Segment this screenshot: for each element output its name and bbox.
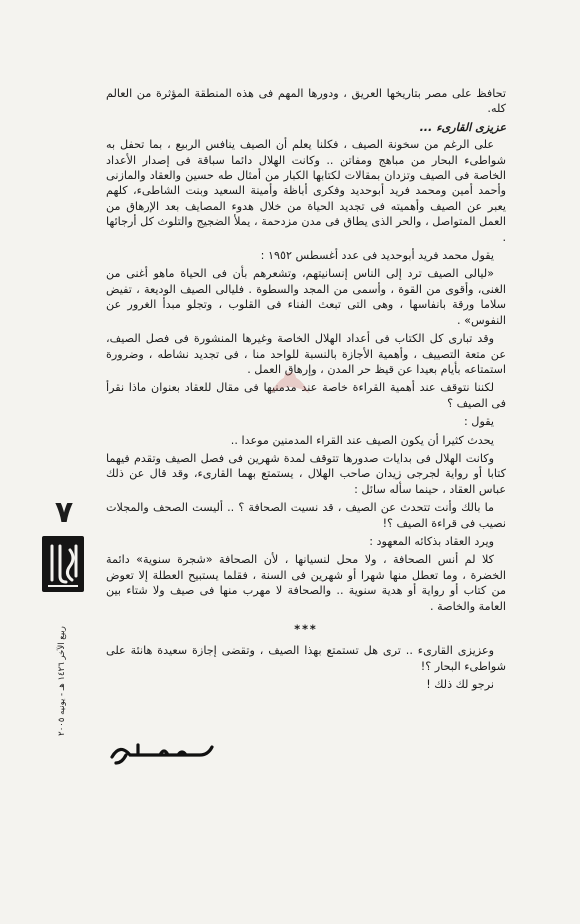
article-body: [106, 86, 506, 696]
magazine-logo: [42, 536, 84, 592]
issue-date-info: [29, 606, 95, 756]
greeting-heading: عزيزى القارىء ...: [419, 120, 506, 134]
closing-paragraph: وعزيزى القارىء .. ترى هل تستمتع بهذا الصيف ، وتقضى إجازة سعيدة هانئة على شواطىء البحار ؟!: [106, 644, 506, 673]
editor-signature: [108, 733, 220, 769]
hilal-logo-icon: [42, 536, 84, 592]
quote-summer-nights: «ليالى الصيف ترد إلى الناس إنسانيتهم، وتشعرهم بأن فى الحياة ماهو أغنى من الغنى، وأقوى من القوة ، وأسمى من المجد والسطوة . فليالى الصيف الوديعة ، تفيض سلاما ورقة بانفاسها ، وهى التى تبعث الفناء فى القلوب ، وتجلو مبدأ الغرور عن النفوس» .: [106, 267, 506, 327]
paragraph-abouhadid-citation: يقول محمد فريد أبوحديد فى عدد أغسطس ١٩٥٢ :: [260, 249, 494, 263]
paragraph-question-press: ما بالك وأنت تتحدث عن الصيف ، قد نسيت الصحافة ؟ .. أليست الصحف والمجلات نصيب فى قراءة الصيف ؟!: [106, 501, 506, 530]
paragraph-hilal-early-years: وكانت الهلال فى بدايات صدورها تتوقف لمدة شهرين فى فصل الصيف وتقدم فيهما كتابا أو رواية لجرجى زيدان صاحب الهلال ، يستمتع بهما القارىء، وقد قال عن ذلك عباس العقاد ، حينما سأله سائل :: [106, 451, 506, 496]
intro-paragraph: تحافظ على مصر بتاريخها العريق ، ودورها المهم فى هذه المنطقة المؤثرة من العالم كله.: [106, 87, 506, 116]
paragraph-writers-summer: وقد تبارى كل الكتاب فى أعداد الهلال الخاصة وغيرها المنشورة فى فصل الصيف، عن متعة التصييف ، وأهمية الأجازة بالنسبة للواحد منا ، فى تجديد نشاطه ، وضرورة استمتاعه بأيام بعيدا عن قيظ حر المدن ، وإرهاق العمل .: [106, 332, 506, 376]
paragraph-says: يقول :: [463, 415, 494, 429]
closing-wish: نرجو لك ذلك !: [426, 678, 494, 692]
issue-date-text: ربيع الآخر ١٤٢٦ هـ - يونيه ٢٠٠٥: [57, 626, 67, 736]
paragraph-reading-importance: لكننا نتوقف عند أهمية القراءة خاصة عند مدمنيها فى مقال للعقاد بعنوان ماذا نقرأ فى الصيف ؟: [106, 381, 506, 410]
paragraph-aqqad-reply-intro: ويرد العقاد بذكائه المعهود :: [369, 534, 494, 548]
page-number: ٧: [54, 495, 74, 530]
quote-press-evergreen: كلا لم أنس الصحافة ، ولا محل لنسيانها ، لأن الصحافة «شجرة سنوية» دائمة الخضرة ، وما تعطل منها شهرا أو شهرين فى السنة ، فقلما يستبيح العطلة إلا تعوض من كتاب أو رواية أو هدية سنوية .. والصحافة لا مهرب منها فى صيف ولا شتاء بين العامة والخاصة .: [106, 553, 506, 613]
paragraph-summer-appointment: يحدث كثيرا أن يكون الصيف عند القراء المدمنين موعدا ..: [230, 433, 494, 447]
section-separator: ***: [294, 623, 318, 636]
paragraph-summer-intro: على الرغم من سخونة الصيف ، فكلنا يعلم أن الصيف ينافس الربيع ، بما تحفل به شواطىء البحار من مباهج ومفاتن .. وكانت الهلال دائما سباقة فى إصدار الأعداد الخاصة فى الصيف وتزدان بمقالات لكتابها الكبار من أمثال طه حسين والعقاد والمازنى وأحمد أمين ومحمد فريد أبوحديد وفكرى أباظة وأمينة السعيد وبنت الشاطىء، كلهم يعبر عن الصيف وأهميته فى تجديد الحياة من خلال هدوء المصايف بعد الإرهاق من العمل المتواصل ، والحر الذى يطاق فى مدن مزدحمة ، يملأ الضجيج والتلوث كل أرجائها .: [106, 138, 506, 244]
